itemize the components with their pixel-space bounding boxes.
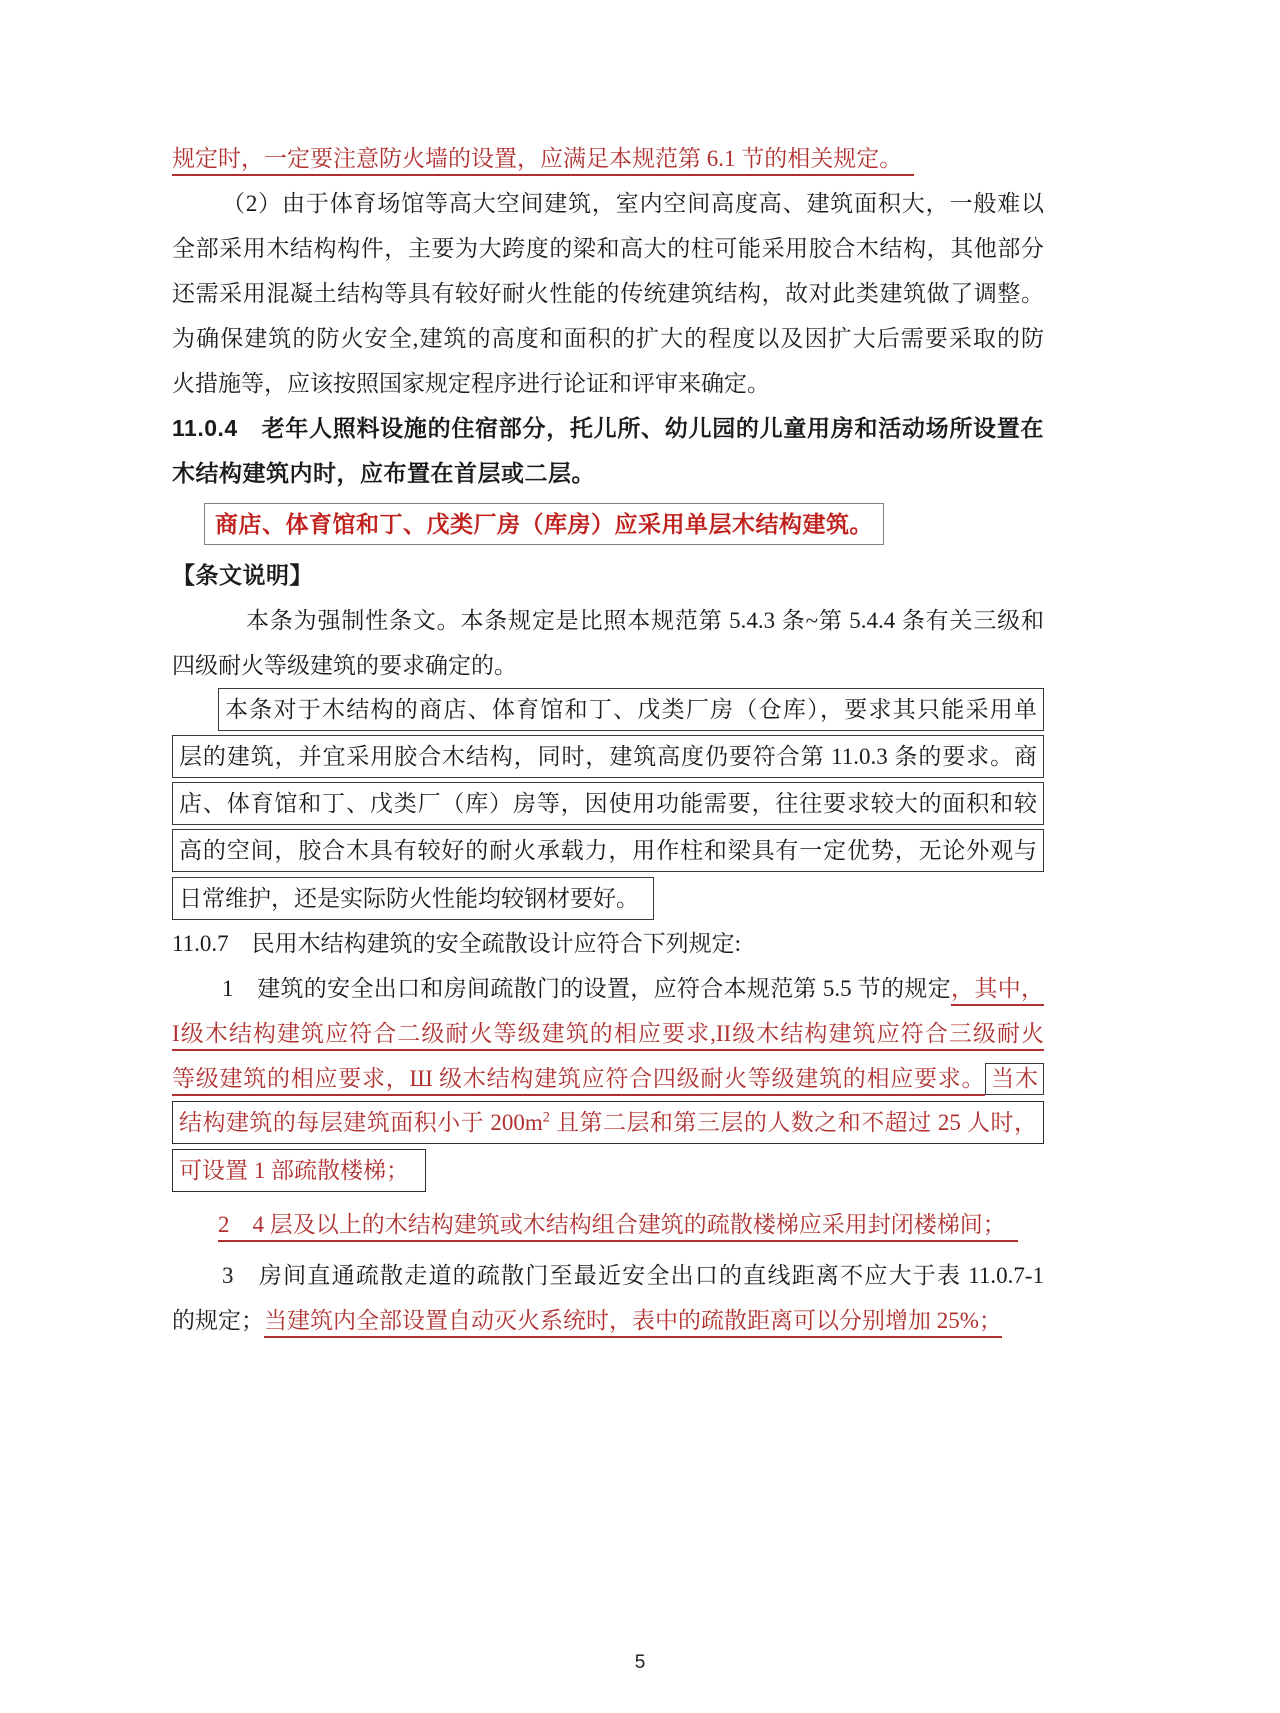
boxed-explain-line: 店、体育馆和丁、戊类厂（库）房等，因使用功能需要，往往要求较大的面积和较 bbox=[172, 782, 1044, 825]
clause-11-0-7-heading: 11.0.7 民用木结构建筑的安全疏散设计应符合下列规定: bbox=[172, 931, 742, 956]
item3-red-text: 当建筑内全部设置自动灭火系统时，表中的疏散距离可以分别增加 25%； bbox=[264, 1308, 1002, 1338]
paragraph-line: 火措施等，应该按照国家规定程序进行论证和评审来确定。 bbox=[172, 371, 770, 396]
superscript-2: 2 bbox=[542, 1109, 550, 1126]
item1-red-text: ，其中， bbox=[951, 976, 1044, 1006]
explain-heading: 【条文说明】 bbox=[172, 562, 313, 588]
boxed-explain-line: 日常维护，还是实际防火性能均较钢材要好。 bbox=[172, 877, 654, 920]
boxed-explain-line: 本条对于木结构的商店、体育馆和丁、戊类厂房（仓库），要求其只能采用单 bbox=[218, 688, 1044, 731]
red-underlined-text: 等级建筑的相应要求，Ш 级木结构建筑应符合四级耐火等级建筑的相应要求。 bbox=[172, 1066, 985, 1096]
red-underlined-text: 2 4 层及以上的木结构建筑或木结构组合建筑的疏散楼梯应采用封闭楼梯间； bbox=[218, 1212, 1018, 1242]
boxed-explain-row bbox=[172, 876, 1044, 921]
red-boxed-text: 且第二层和第三层的人数之和不超过 25 人时， bbox=[549, 1110, 1038, 1135]
page-number: 5 bbox=[634, 1652, 646, 1673]
paragraph-line: 还需采用混凝土结构等具有较好耐火性能的传统建筑结构，故对此类建筑做了调整。 bbox=[172, 281, 1044, 306]
paragraph-line: 为确保建筑的防火安全,建筑的高度和面积的扩大的程度以及因扩大后需要采取的防 bbox=[172, 326, 1044, 351]
prev-clause-tail-line bbox=[172, 136, 1044, 181]
boxed-explain-line: 层的建筑，并宜采用胶合木结构，同时，建筑高度仍要符合第 11.0.3 条的要求。商 bbox=[172, 735, 1044, 778]
item1-line1 bbox=[172, 966, 1044, 1011]
clause-11-0-4-line: 木结构建筑内时，应布置在首层或二层。 bbox=[172, 460, 595, 486]
item2-line bbox=[172, 1202, 1044, 1247]
boxed-explain-line: 高的空间，胶合木具有较好的耐火承载力，用作柱和梁具有一定优势，无论外观与 bbox=[172, 829, 1044, 872]
paragraph-line: 全部采用木结构构件，主要为大跨度的梁和高大的柱可能采用胶合木结构，其他部分 bbox=[172, 236, 1044, 261]
red-boxed-text: 结构建筑的每层建筑面积小于 200m bbox=[179, 1110, 543, 1135]
explain-line: 本条为强制性条文。本条规定是比照本规范第 5.4.3 条~第 5.4.4 条有关三级和 bbox=[246, 608, 1044, 633]
item1-black-text: 1 建筑的安全出口和房间疏散门的设置，应符合本规范第 5.5 节的规定 bbox=[222, 976, 952, 1001]
red-underlined-text: 规定时，一定要注意防火墙的设置，应满足本规范第 6.1 节的相关规定。 bbox=[172, 146, 914, 176]
boxed-provision: 商店、体育馆和丁、戊类厂房（库房）应采用单层木结构建筑。 bbox=[204, 503, 884, 545]
red-boxed-row bbox=[172, 1148, 1044, 1196]
provision-box-row bbox=[172, 502, 1044, 547]
item3-line1: 3 房间直通疏散走道的疏散门至最近安全出口的直线距离不应大于表 11.0.7-1 bbox=[222, 1263, 1044, 1288]
red-boxed-line: 可设置 1 部疏散楼梯； bbox=[172, 1149, 426, 1192]
explain-line: 四级耐火等级建筑的要求确定的。 bbox=[172, 653, 517, 678]
item1-line3 bbox=[172, 1056, 1044, 1101]
red-boxed-line bbox=[172, 1101, 1044, 1144]
red-boxed-text-start: 当木 bbox=[985, 1063, 1044, 1095]
item3-line2 bbox=[172, 1298, 1044, 1343]
red-underlined-text: I级木结构建筑应符合二级耐火等级建筑的相应要求,II级木结构建筑应符合三级耐火 bbox=[172, 1021, 1044, 1051]
item1-line2 bbox=[172, 1011, 1044, 1056]
clause-11-0-4-line: 11.0.4 老年人照料设施的住宿部分，托儿所、幼儿园的儿童用房和活动场所设置在 bbox=[172, 415, 1044, 441]
document-page-content bbox=[172, 136, 1044, 1343]
item3-black-text: 的规定； bbox=[172, 1308, 264, 1333]
paragraph-line: （2）由于体育场馆等高大空间建筑，室内空间高度高、建筑面积大，一般难以 bbox=[222, 191, 1044, 216]
